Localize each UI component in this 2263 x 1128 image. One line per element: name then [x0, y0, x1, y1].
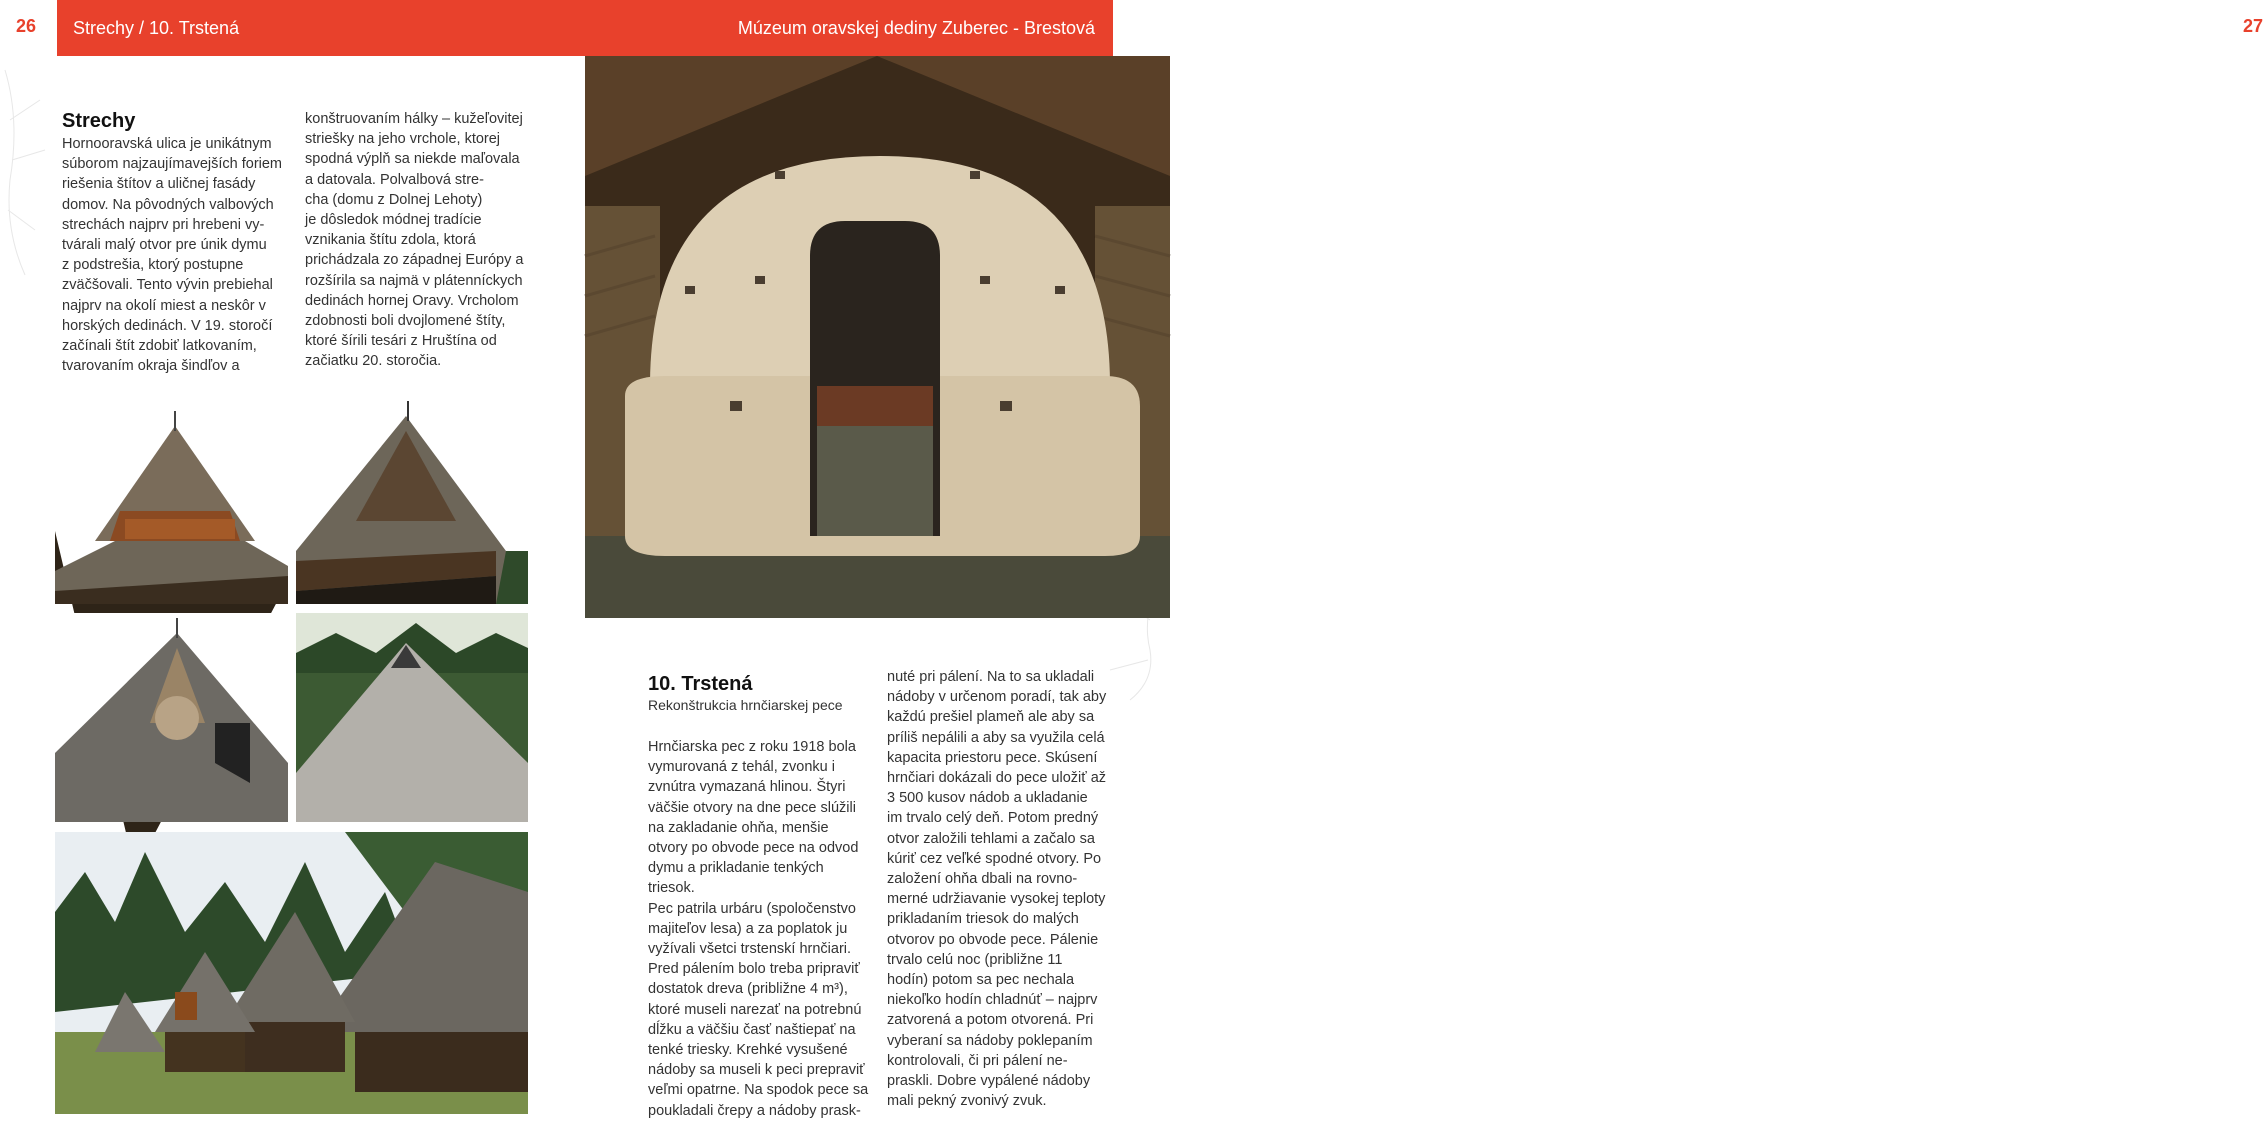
branch-decoration-left — [0, 60, 60, 280]
right-running-title: Múzeum oravskej dediny Zuberec - Brestová — [737, 18, 1095, 38]
page-header — [0, 0, 2263, 56]
trstena-subtitle: Rekonštrukcia hrnčiarskej pece — [648, 697, 843, 713]
right-page-number: 27 — [2243, 16, 2263, 36]
photo-wooden-roof-1 — [55, 391, 288, 604]
trstena-text-column-1: Hrnčiarska pec z roku 1918 bola vymurovaná z tehál, zvonku i zvnútra vymazaná hlinou. Štyri väčšie otvory na dne pece slúžili na zakladanie ohňa, menšie otvory po obvode pece na odvod dymu a prikladanie tenkých triesok. Pec patrila urbáru (spoločenstvo majiteľov lesa) a za poplatok ju vyžívali všetci trstenskí hrnčiari. Pred pálením bolo treba pripraviť dostatok dreva (približne 4 m³), ktoré museli narezať na potrebnú dĺžku a väčšiu časť naštiepať na tenké triesky. Krehké vysušené nádoby sa museli k peci prepraviť veľmi opatrne. Na spodok pece sa poukladali črepy a nádoby prask- — [648, 739, 869, 1119]
photo-wooden-roof-3 — [55, 613, 288, 822]
trstena-text-column-2: nuté pri pálení. Na to sa ukladali nádoby v určenom poradí, tak aby každú prešiel plameň ale aby sa príliš nepálili a aby sa využila celá kapacita priestoru pece. Skúsení hrnčiari dokázali do pece uložiť až 3 500 kusov nádob a ukladanie im trvalo celý deň. Potom predný otvor založili tehlami a začalo sa kúriť cez veľké spodné otvory. Po založení ohňa dbali na rovno- merné udržiavanie vysokej teploty prikladaním triesok do malých otvorov po obvode pece. Pálenie trvalo celú noc (približne 11 hodín) potom sa pec nechala niekoľko hodín chladnúť – najprv zatvorená a potom otvorená. Pri vyberaní sa nádoby poklepaním kontrolovali, či pri pálení ne- praskli. Dobre vypálené nádoby mali pekný zvonivý zvuk. — [887, 669, 1107, 1110]
left-page-number: 26 — [16, 16, 37, 36]
photo-wooden-roof-4 — [296, 613, 528, 822]
left-page-number-box — [0, 0, 58, 56]
left-running-title: Strechy / 10. Trstená — [73, 18, 240, 38]
trstena-heading: 10. Trstená — [648, 673, 753, 695]
photo-wooden-roof-2 — [296, 391, 528, 604]
right-page-number-box — [1113, 0, 2263, 56]
strechy-text-column-1: Hornooravská ulica je unikátnym súborom najzaujímavejších foriem riešenia štítov a uličnej fasády domov. Na pôvodných valbových strechách najprv pri hrebeni vy- tvárali malý otvor pre únik dymu z podstrešia, ktorý postupne zväčšovali. Tento vývin prebiehal najprv na okolí miest a neskôr v horských dedinách. V 19. storočí začínali štít zdobiť latkovaním, tvarovaním okraja šindľov a — [62, 136, 283, 375]
photo-pottery-kiln — [585, 56, 1170, 618]
photo-row-of-houses — [55, 832, 528, 1114]
strechy-text-column-2: konštruovaním hálky – kužeľovitej striešky na jeho vrchole, ktorej spodná výplň sa niekde maľovala a datovala. Polvalbová stre- cha (domu z Dolnej Lehoty) je dôsledok módnej tradície vznikania štítu zdola, ktorá prichádzala zo západnej Európy a rozšírila sa najmä v plátenníckych dedinách hornej Oravy. Vrcholom zdobnosti boli dvojlomené štíty, ktoré šírili tesári z Hruštína od začiatku 20. storočia. — [305, 111, 524, 370]
strechy-heading: Strechy — [62, 110, 136, 132]
